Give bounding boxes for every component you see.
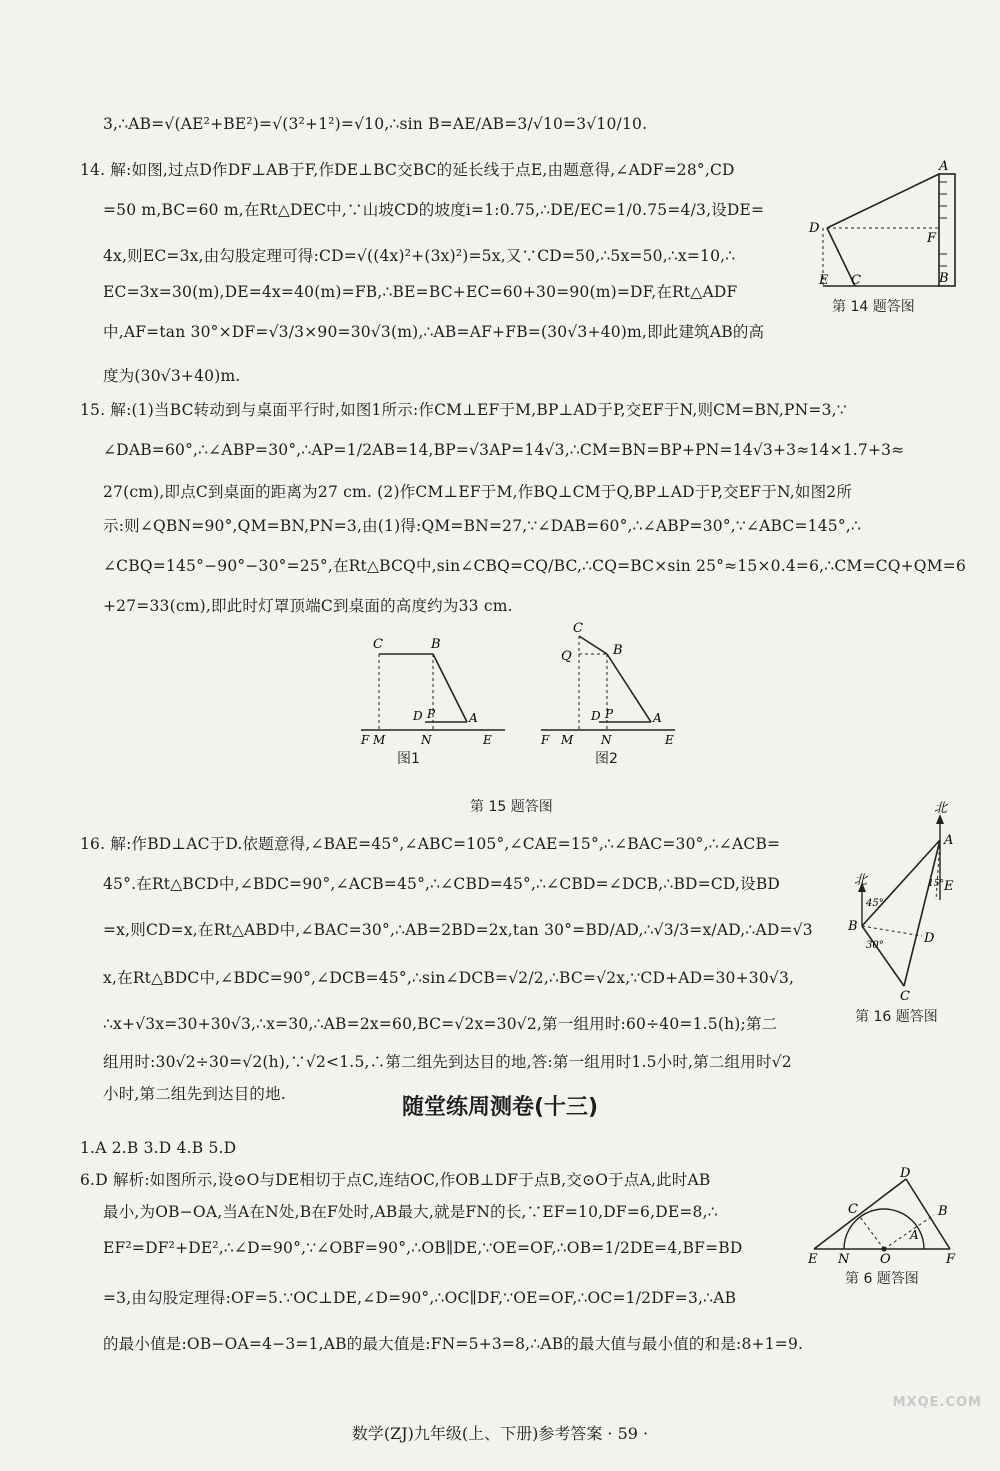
- text-line: 中,AF=tan 30°×DF=√3/3×90=30√3(m),∴AB=AF+FB=(30√3+40)m,即此建筑AB的高: [103, 323, 765, 341]
- label-C: C: [900, 989, 910, 1004]
- text-line: x,在Rt△BDC中,∠BDC=90°,∠DCB=45°,∴sin∠DCB=√2/2,∴BC=√2x,∵CD+AD=30+30√3,: [103, 969, 795, 987]
- text-line: 度为(30√3+40)m.: [103, 367, 241, 385]
- label-M: M: [373, 733, 386, 747]
- label-F: F: [946, 1252, 956, 1265]
- text-line: =x,则CD=x,在Rt△ABD中,∠BAC=30°,∴AB=2BD=2x,tan 30°=BD/AD,∴√3/3=x/AD,∴AD=√3: [103, 921, 813, 939]
- text-line: 16. 解:作BD⊥AC于D.依题意得,∠BAE=45°,∠ABC=105°,∠CAE=15°,∴∠BAC=30°,∴∠ACB=: [80, 835, 781, 853]
- text-line: =50 m,BC=60 m,在Rt△DEC中,∵山坡CD的坡度i=1:0.75,∴DE/EC=1/0.75=4/3,设DE=: [103, 201, 765, 219]
- label-M: M: [561, 733, 574, 747]
- label-north-A: 北: [934, 801, 948, 816]
- label-F: F: [927, 231, 937, 246]
- label-B: B: [431, 637, 441, 652]
- label-B: B: [613, 643, 623, 658]
- label-D: D: [924, 931, 935, 946]
- label-angle-15: 15°: [928, 879, 944, 889]
- figure-14-caption: 第 14 题答图: [832, 299, 915, 315]
- label-D: D: [900, 1166, 911, 1181]
- text-line: ∴x+√3x=30+30√3,∴x=30,∴AB=2x=60,BC=√2x=30√2,第一组用时:60÷40=1.5(h);第二: [103, 1015, 778, 1033]
- figure-16: [840, 800, 970, 1005]
- text-line: 3,∴AB=√(AE²+BE²)=√(3²+1²)=√10,∴sin B=AE/AB=3/√10=3√10/10.: [103, 115, 648, 133]
- text-line: ∠DAB=60°,∴∠ABP=30°,∴AP=1/2AB=14,BP=√3AP=14√3,∴CM=BN=BP+PN=14√3+3≈14×1.7+3≈: [103, 441, 905, 459]
- text-line: 组用时:30√2÷30=√2(h),∵√2<1.5,∴第二组先到达目的地,答:第一组用时1.5小时,第二组用时√2: [103, 1053, 792, 1071]
- label-B: B: [938, 1204, 948, 1219]
- label-E: E: [808, 1252, 818, 1265]
- text-line: EC=3x=30(m),DE=4x=40(m)=FB,∴BE=BC+EC=60+30=90(m)=DF,在Rt△ADF: [103, 283, 738, 301]
- figure-15-caption: 第 15 题答图: [470, 799, 553, 815]
- label-N: N: [838, 1252, 850, 1265]
- label-C: C: [851, 273, 861, 288]
- label-A: A: [944, 833, 954, 848]
- label-angle-45: 45°: [866, 898, 884, 909]
- text-line: 27(cm),即点C到桌面的距离为27 cm. (2)作CM⊥EF于M,作BQ⊥CM于Q,BP⊥AD于P,交EF于N,如图2所: [103, 483, 853, 501]
- text-line: 15. 解:(1)当BC转动到与桌面平行时,如图1所示:作CM⊥EF于M,BP⊥AD于P,交EF于N,则CM=BN,PN=3,∵: [80, 401, 847, 419]
- text-line: 的最小值是:OB−OA=4−3=1,AB的最大值是:FN=5+3=8,∴AB的最大值与最小值的和是:8+1=9.: [103, 1335, 804, 1353]
- text-line: =3,由勾股定理得:OF=5.∵OC⊥DE,∠D=90°,∴OC∥DF,∵OE=OF,∴OC=1/2DF=3,∴AB: [103, 1289, 737, 1307]
- label-A: A: [939, 159, 949, 174]
- text-line: 最小,为OB−OA,当A在N处,B在F处时,AB最大,就是FN的长,∵EF=10,DF=6,DE=8,∴: [103, 1203, 718, 1221]
- figure-14: [805, 158, 965, 298]
- label-C: C: [573, 621, 583, 636]
- figure-16-caption: 第 16 题答图: [855, 1009, 938, 1025]
- segment-BA: [607, 654, 651, 722]
- segment-OC: [860, 1217, 884, 1249]
- label-N: N: [601, 733, 612, 747]
- label-A: A: [469, 711, 478, 725]
- label-F: F: [541, 733, 550, 747]
- text-line: 45°.在Rt△BCD中,∠BDC=90°,∠ACB=45°,∴∠CBD=45°,∴∠CBD=∠DCB,∴BD=CD,设BD: [103, 875, 781, 893]
- label-P: P: [605, 707, 614, 721]
- label-E: E: [483, 733, 492, 747]
- text-line: +27=33(cm),即此时灯罩顶端C到桌面的高度约为33 cm.: [103, 597, 513, 615]
- label-F: F: [361, 733, 370, 747]
- label-D: D: [591, 709, 601, 723]
- figure-15-2: [535, 618, 695, 762]
- text-line: 14. 解:如图,过点D作DF⊥AB于F,作DE⊥BC交BC的延长线于点E,由题意得,∠ADF=28°,CD: [80, 161, 735, 179]
- label-D: D: [413, 709, 423, 723]
- label-D: D: [809, 221, 820, 236]
- label-C: C: [373, 637, 383, 652]
- label-E: E: [944, 879, 954, 894]
- text-line: 1.A 2.B 3.D 4.B 5.D: [80, 1139, 237, 1157]
- label-angle-30: 30°: [866, 940, 884, 951]
- label-A: A: [910, 1228, 919, 1242]
- text-line: EF²=DF²+DE²,∴∠D=90°,∵∠OBF=90°,∴OB∥DE,∵OE=OF,∴OB=1/2DE=4,BF=BD: [103, 1239, 743, 1257]
- section-title: 随堂练周测卷(十三): [401, 1095, 599, 1120]
- label-E: E: [819, 273, 829, 288]
- text-line: 4x,则EC=3x,由勾股定理可得:CD=√((4x)²+(3x)²)=5x,又∵CD=50,∴5x=50,∴x=10,∴: [103, 247, 736, 265]
- segment-CB: [579, 636, 607, 654]
- label-C: C: [848, 1202, 858, 1217]
- text-line: ∠CBQ=145°−90°−30°=25°,在Rt△BCQ中,sin∠CBQ=CQ/BC,∴CQ=BC×sin 25°≈15×0.4=6,∴CM=CQ+QM=6: [103, 557, 967, 575]
- label-north-B: 北: [854, 873, 868, 888]
- label-E: E: [665, 733, 674, 747]
- label-B: B: [848, 919, 858, 934]
- label-P: P: [427, 707, 436, 721]
- point-O: [882, 1247, 887, 1252]
- label-Q: Q: [561, 649, 572, 664]
- figure-15-1: [355, 632, 515, 762]
- segment-AC: [904, 840, 940, 986]
- building-AB: [939, 174, 955, 286]
- figure-6-caption: 第 6 题答图: [845, 1271, 919, 1287]
- segment-BA: [433, 654, 467, 722]
- label-N: N: [421, 733, 432, 747]
- text-line: 6.D 解析:如图所示,设⊙O与DE相切于点C,连结OC,作OB⊥DF于点B,交⊙O于点A,此时AB: [80, 1171, 711, 1189]
- label-O: O: [880, 1252, 891, 1265]
- segment-BD: [862, 926, 922, 936]
- label-B: B: [939, 271, 949, 286]
- watermark: MXQE.COM: [892, 1395, 982, 1410]
- figure-6: [808, 1165, 968, 1265]
- line-DA: [827, 174, 939, 228]
- segment-OB: [884, 1215, 934, 1249]
- label-A: A: [653, 711, 662, 725]
- figure-15-2-caption: 图2: [595, 751, 618, 767]
- figure-15-1-caption: 图1: [397, 751, 420, 767]
- segment-BC: [862, 926, 904, 986]
- page-footer: 数学(ZJ)九年级(上、下册)参考答案 · 59 ·: [351, 1424, 649, 1443]
- text-line: 小时,第二组先到达目的地.: [103, 1085, 286, 1103]
- text-line: 示:则∠QBN=90°,QM=BN,PN=3,由(1)得:QM=BN=27,∵∠DAB=60°,∴∠ABP=30°,∵∠ABC=145°,∴: [103, 517, 862, 535]
- segment-ED: [814, 1179, 906, 1249]
